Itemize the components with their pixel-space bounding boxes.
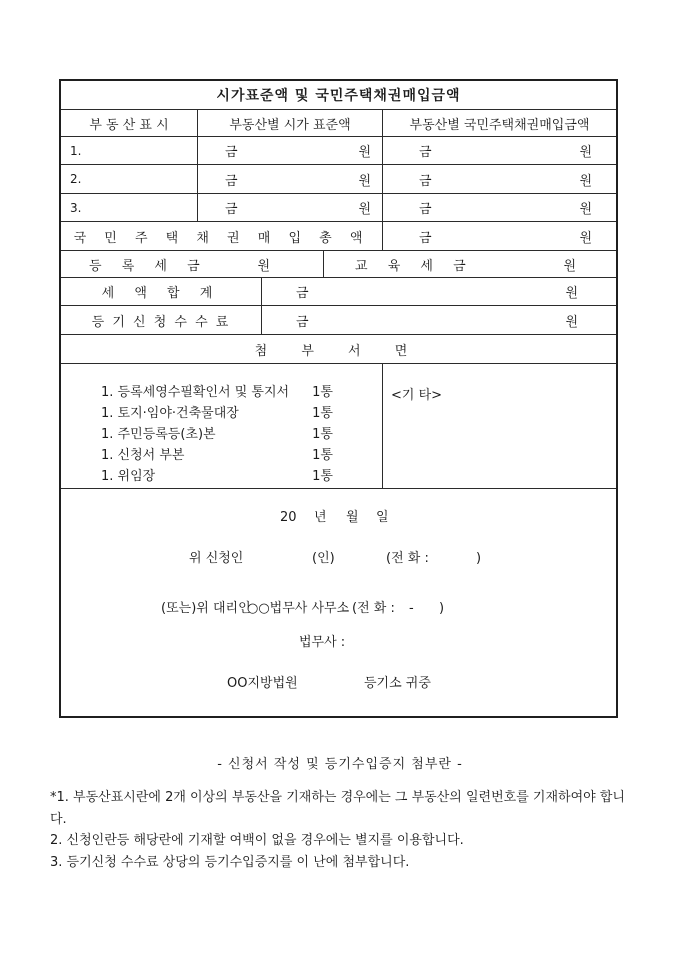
footnote-line-1: *1. 부동산표시란에 2개 이상의 부동산을 기재하는 경우에는 그 부동산의 일련번호를 기재하여야 합니다. <box>50 790 625 827</box>
attachment-count: 1통 <box>312 448 333 463</box>
won-label: 원 <box>579 145 592 160</box>
attachment-item <box>101 382 333 403</box>
attachments-body-row <box>61 364 616 489</box>
agent-label: (또는)위 대리인 <box>161 601 251 616</box>
attachment-item <box>101 424 333 445</box>
property-row-2 <box>61 165 616 194</box>
price-amount-cell <box>198 194 383 221</box>
applicant-label: 위 신청인 <box>189 551 244 566</box>
property-row-number: 2. <box>61 165 198 193</box>
column-header-row <box>61 110 616 137</box>
bond-total-row <box>61 222 616 251</box>
attachment-label: 1. 토지·임야·건축물대장 <box>101 406 239 421</box>
tax-sum-label: 세 액 합 계 <box>61 278 262 305</box>
signature-section <box>61 489 616 716</box>
agent-office-label: ○○법무사 사무소 <box>247 601 350 616</box>
registration-fee-amount-cell <box>262 306 616 334</box>
bond-amount-cell <box>383 165 616 193</box>
court-label: OO지방법원 <box>227 676 298 691</box>
header-price: 부동산별 시가 표준액 <box>198 110 383 136</box>
attachments-etc-label: <기 타> <box>391 388 443 403</box>
won-label: 원 <box>579 173 592 189</box>
price-amount-cell <box>198 165 383 193</box>
attachment-count: 1통 <box>312 469 333 484</box>
education-tax-label: 교 육 세 금 <box>355 258 474 274</box>
footnote-line-3: 3. 등기신청 수수료 상당의 등기수입증지를 이 난에 첨부합니다. <box>50 854 410 870</box>
header-bond: 부동산별 국민주택채권매입금액 <box>409 117 590 133</box>
won-label: 원 <box>358 145 371 160</box>
header-property: 부 동 산 표 시 <box>61 110 198 136</box>
agent-phone-dash: - <box>409 601 414 616</box>
attachments-list <box>101 382 333 487</box>
lawyer-label: 법무사 : <box>299 635 346 650</box>
attachments-etc-cell <box>383 364 616 488</box>
won-label: 원 <box>257 258 270 274</box>
geum-label: 금 <box>225 173 238 189</box>
date-day-label: 일 <box>376 510 389 525</box>
attachment-count: 1통 <box>312 385 333 400</box>
date-year-label: 년 <box>314 510 327 525</box>
geum-label: 금 <box>225 202 238 217</box>
form-title-row <box>61 81 616 110</box>
attachment-count: 1통 <box>312 406 333 421</box>
agent-phone-label: (전 화 : <box>352 601 395 616</box>
won-label: 원 <box>358 173 371 189</box>
geum-label: 금 <box>225 145 238 160</box>
date-month-label: 월 <box>346 510 359 525</box>
education-tax-cell <box>324 251 616 277</box>
footnote-block <box>50 787 640 873</box>
form-title: 시가표준액 및 국민주택채권매입금액 <box>216 88 461 104</box>
geum-label: 금 <box>419 145 432 160</box>
won-label: 원 <box>358 202 371 217</box>
geum-label: 금 <box>419 202 432 217</box>
won-label: 원 <box>565 286 578 301</box>
tax-sum-amount-cell <box>262 278 616 305</box>
geum-label: 금 <box>419 230 432 246</box>
attachment-label: 1. 신청서 부본 <box>101 448 185 463</box>
property-row-1 <box>61 137 616 165</box>
attachments-list-cell <box>61 364 383 488</box>
attachment-item <box>101 445 333 466</box>
won-label: 원 <box>579 202 592 217</box>
footnote-line-2: 2. 신청인란등 해당란에 기재할 여백이 없을 경우에는 별지를 이용합니다. <box>50 833 464 848</box>
attachments-header-row <box>61 335 616 364</box>
registration-tax-label: 등 록 세 금 <box>89 258 208 274</box>
registry-office-label: 등기소 귀중 <box>364 676 431 691</box>
geum-label: 금 <box>296 314 309 330</box>
attachment-label: 1. 등록세영수필확인서 및 통지서 <box>101 385 290 400</box>
registration-fee-label: 등 기 신 청 수 수 료 <box>61 306 262 334</box>
applicant-phone-close: ) <box>476 551 482 566</box>
geum-label: 금 <box>296 286 309 301</box>
date-year-prefix: 20 <box>280 510 297 525</box>
bond-amount-cell <box>383 137 616 164</box>
won-label: 원 <box>563 258 576 274</box>
bond-amount-cell <box>383 194 616 221</box>
tax-row <box>61 251 616 278</box>
property-row-number: 3. <box>61 194 198 221</box>
attachment-item <box>101 403 333 424</box>
registration-tax-cell <box>61 251 324 277</box>
registration-fee-row <box>61 306 616 335</box>
won-label: 원 <box>565 314 578 330</box>
geum-label: 금 <box>419 173 432 189</box>
footnote-heading: - 신청서 작성 및 등기수입증지 첨부란 - <box>217 757 463 772</box>
attachments-header: 첨 부 서 면 <box>254 343 423 359</box>
registration-form-table <box>59 79 618 718</box>
attachment-label: 1. 위임장 <box>101 469 156 484</box>
property-row-number: 1. <box>61 137 198 164</box>
applicant-seal-label: (인) <box>312 551 335 566</box>
attachment-label: 1. 주민등록등(초)본 <box>101 427 216 442</box>
agent-phone-close: ) <box>439 601 445 616</box>
property-row-3 <box>61 194 616 222</box>
price-amount-cell <box>198 137 383 164</box>
tax-sum-row <box>61 278 616 306</box>
bond-total-amount-cell <box>383 222 616 250</box>
bond-total-label: 국 민 주 택 채 권 매 입 총 액 <box>61 222 383 250</box>
won-label: 원 <box>579 230 592 246</box>
attachment-item <box>101 466 333 487</box>
applicant-phone-label: (전 화 : <box>386 551 429 566</box>
attachment-count: 1통 <box>312 427 333 442</box>
